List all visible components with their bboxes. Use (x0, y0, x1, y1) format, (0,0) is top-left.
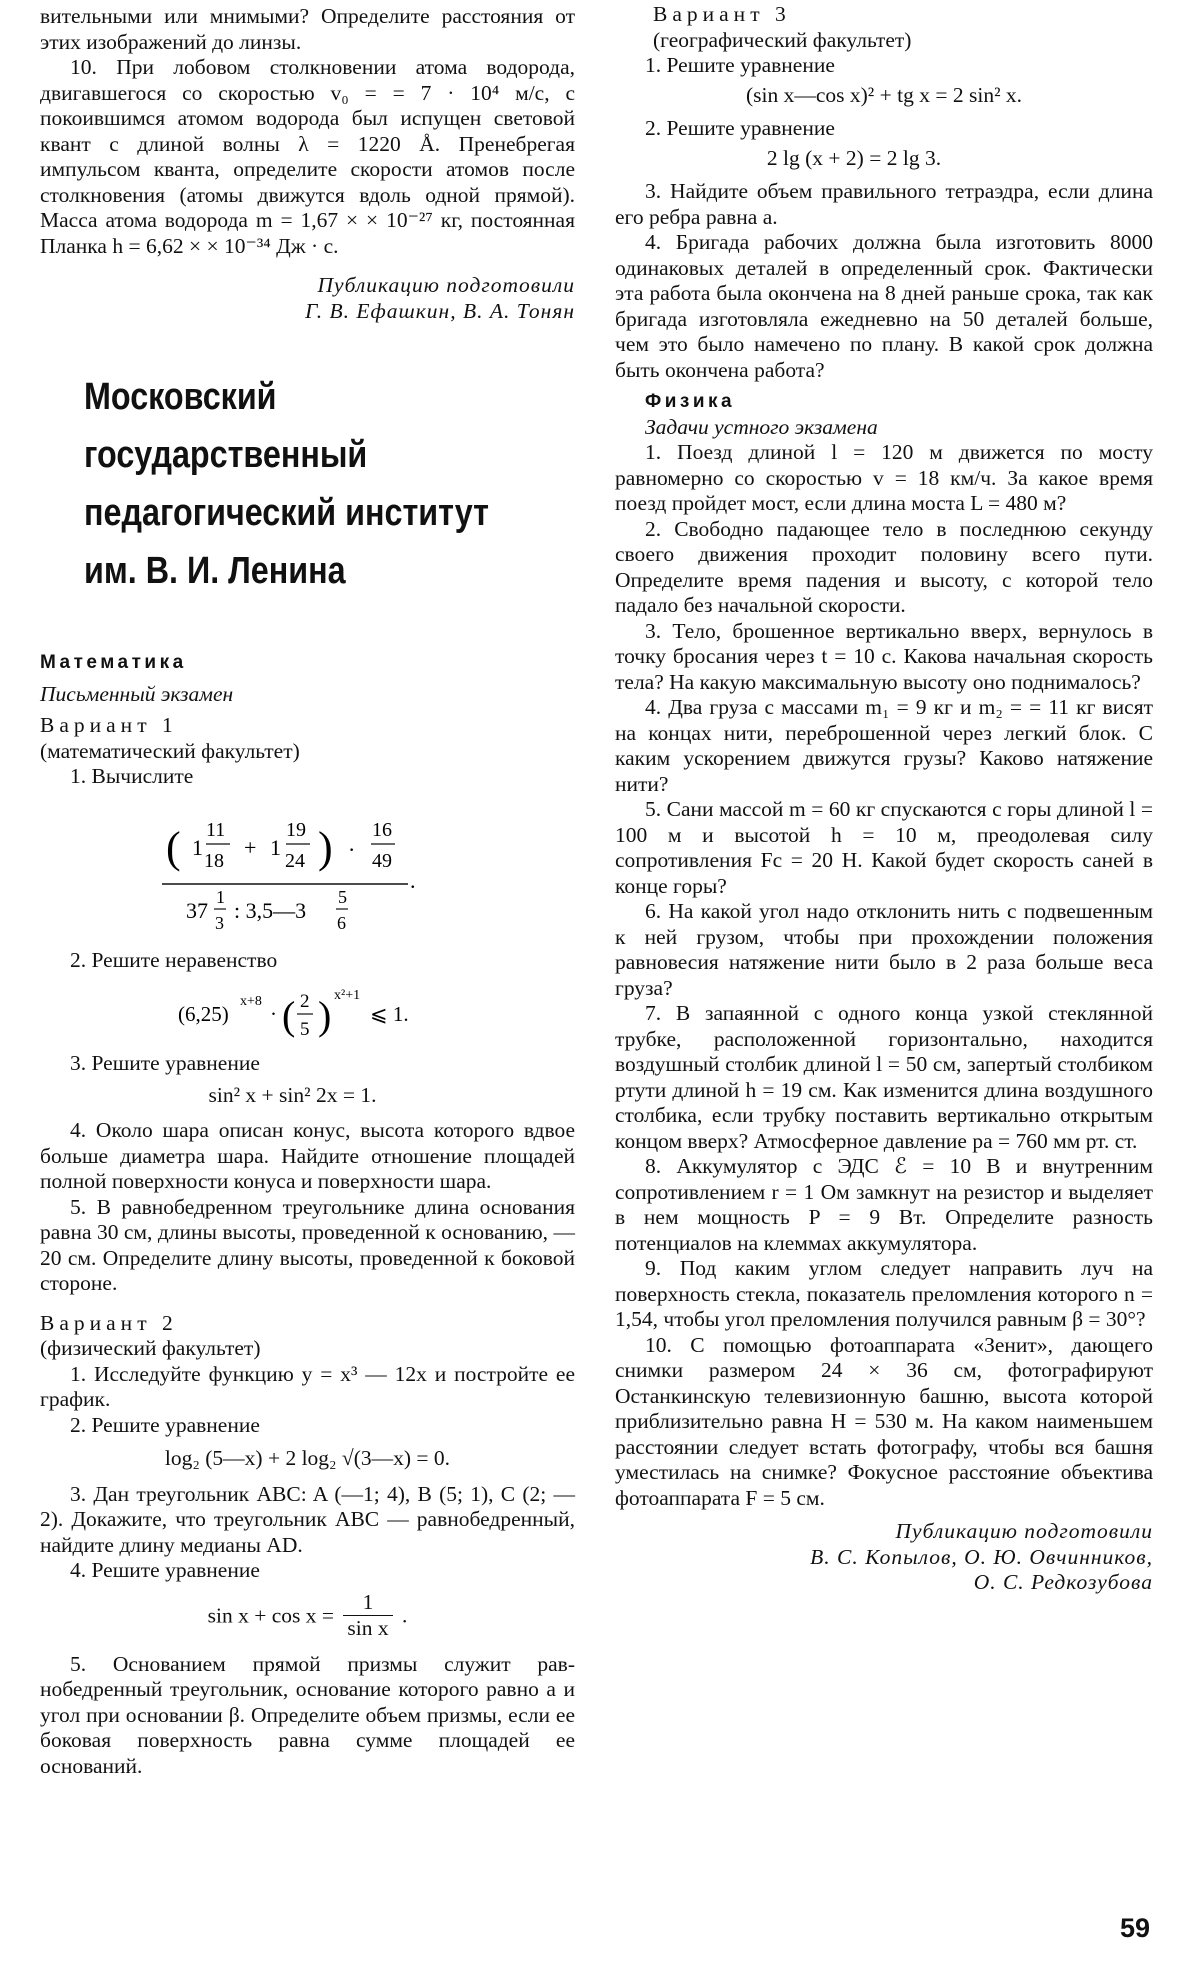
formula-rhs: ⩽ 1. (369, 1002, 409, 1026)
written-exam-heading: Письменный экзамен (40, 681, 234, 706)
physics-task-8: 8. Аккумулятор с ЭДС ℰ = 10 В и внутренним сопротивлением r = 1 Ом замкнут на резистор и выделяет в нем мощность P = 9 Вт. Определите разность потенциалов на клеммах аккумулятора. (615, 1154, 1153, 1255)
oral-exam-heading: Задачи устного экзамена (645, 414, 878, 439)
v1-task-4: 4. Около шара описан конус, высота которого вдвое больше диаметра шара. Найдите отношение площадей полной поверхности конуса и поверхности шара. (40, 1118, 575, 1193)
v2-task-3: 3. Дан треугольник ABC: A (—1; 4), B (5; 1), C (2; —2). Докажите, что треугольник ABC — равнобедренный, найдите длину медианы AD. (40, 1481, 575, 1557)
v1-task-3: 3. Решите уравнение (70, 1051, 260, 1075)
formula-num: 5 (337, 886, 347, 907)
page-number: 59 (1119, 1913, 1150, 1943)
v2-task-2: 2. Решите уравнение (70, 1412, 260, 1437)
formula-paren: ( (281, 993, 295, 1038)
formula-op: · (269, 1002, 277, 1026)
v1-task-3-formula: sin² x + sin² 2x = 1. (208, 1082, 377, 1107)
formula-den: sin x (347, 1616, 389, 1640)
variant-3-heading: Вариант 3 (653, 2, 791, 26)
physics-task-1: 1. Поезд длиной l = 120 м движется по мосту равномерно со скоростью v = 18 км/ч. За какое время поезд пройдет мост, если длина моста L = 480 м? (615, 440, 1153, 515)
v3-task-4: 4. Бригада рабочих должна была изготовить 8000 одинаковых деталей в определенный срок. Фактически эта работа была окончена на 8 дней раньше срока, так как бригада изготовляла ежедневно на 50 деталей больше, чем это было намечено по плану. В какой срок должна быть окончена работа? (615, 230, 1153, 382)
formula-den: 5 (299, 1019, 309, 1040)
v1-task-1: 1. Вычислите (70, 764, 194, 788)
v1-task-5: 5. В равнобедренном треугольнике длина основания равна 30 см, длины высоты, проведенной к основанию, — 20 см. Определите длину высоты, проведенной к боковой стороне. (40, 1194, 575, 1295)
title-line: им. В. И. Ленина (84, 550, 346, 592)
v3-task-2: 2. Решите уравнение (645, 116, 835, 140)
prepared-by-names-2a: В. С. Копылов, О. Ю. Овчинников, (810, 1544, 1153, 1569)
formula-den: 6 (336, 912, 346, 933)
physics-task-7: 7. В запаянной с одного конца узкой стеклянной трубке, расположенной горизонтально, находится воздушный столбик длиной l = 50 см, запертый столбиком ртути длиной h = 19 см. Как изменится длина воздушного столбика, если трубку поставить вертикально открытым концом вверх? Атмосферное давление pа = 760 мм рт. ст. (615, 1001, 1153, 1153)
formula-op: · (347, 836, 355, 862)
formula-den: 49 (371, 849, 392, 872)
v3-task-1-formula: (sin x—cos x)² + tg x = 2 sin² x. (745, 82, 1023, 107)
physics-task-3: 3. Тело, брошенное вертикально вверх, вернулось в точку бросания через t = 10 с. Какова начальная скорость тела? На какую максимальную высоту оно поднималось? (615, 618, 1153, 694)
physics-task-5: 5. Сани массой m = 60 кг спускаются с горы длиной l = 100 м и высотой h = 10 м, преодолевая силу сопротивления Fс = 20 Н. Какой будет скорость саней в конце горы? (615, 797, 1153, 898)
variant-1-heading: Вариант 1 (40, 713, 178, 737)
formula-dot: . (409, 867, 415, 893)
section-math: Математика (40, 652, 187, 673)
v2-task-2-formula: log₂ (5—x) + 2 log₂ √(3—x) = 0. (164, 1446, 451, 1470)
formula-exp: x+8 (239, 994, 262, 1009)
prepared-by-label-2: Публикацию подготовили (895, 1519, 1153, 1543)
left-column (40, 0, 575, 1779)
continued-text: вительными или мнимыми? Определите расстояния от этих изображений до линзы. (40, 4, 575, 54)
formula-num: 11 (205, 818, 225, 841)
formula-num: 1 (343, 1590, 392, 1617)
formula-num: 16 (371, 818, 392, 841)
formula-int: 1 (269, 834, 281, 860)
physics-task-9: 9. Под каким углом следует направить луч на поверхность стекла, показатель преломления которого n = 1,54, чтобы угол преломления получился равным β = 30°? (615, 1256, 1153, 1331)
physics-task-10: 10. С помощью фотоаппарата «Зенит», дающего снимки размером 24 × 36 см, фотографируют Останкинскую телевизионную башню, высота которой приблизительно равна H = 530 м. На каком наименьшем расстоянии следует встать фотографу, чтобы вся башня уместилась на снимке? Фокусное расстояние объектива фотоаппарата F = 5 см. (615, 1332, 1153, 1510)
physics-task-2: 2. Свободно падающее тело в последнюю секунду своего движения проходит половину всего пути. Определите время падения и высоту, с которой тело падало без начальной скорости. (615, 516, 1153, 617)
formula-lhs: sin x + cos x = (207, 1602, 335, 1627)
formula-den: 18 (203, 849, 224, 872)
formula-paren-close: ) (317, 822, 333, 872)
formula-base: (6,25) (177, 1002, 229, 1026)
title-line: Московский (84, 376, 277, 418)
v3-task-2-formula: 2 lg (x + 2) = 2 lg 3. (766, 145, 942, 170)
formula-paren: ) (317, 993, 331, 1038)
formula-op: + (243, 834, 256, 860)
formula-op: : 3,5—3 (233, 897, 306, 923)
v1-task-1-formula (158, 800, 458, 940)
prepared-by-label: Публикацию подготовили (317, 273, 575, 297)
variant-2-faculty: (физический факультет) (40, 1336, 261, 1360)
prepared-by-names-2b: О. С. Редкозубова (973, 1570, 1153, 1594)
formula-paren-open: ( (165, 822, 181, 872)
title-line: государственный (84, 434, 368, 476)
formula-exp: x²+1 (333, 988, 360, 1003)
formula-int: 37 (185, 897, 208, 923)
v3-task-1: 1. Решите уравнение (645, 53, 835, 77)
formula-fraction (343, 1590, 392, 1642)
formula-int: 1 (191, 834, 203, 860)
formula-num: 19 (285, 818, 306, 841)
v2-task-4-formula (40, 1590, 575, 1642)
formula-den: 24 (284, 849, 305, 872)
variant-1-faculty: (математический факультет) (40, 738, 300, 763)
section-physics: Физика (645, 391, 736, 412)
v2-task-5: 5. Основанием прямой призмы служит равнобедренный треугольник, основание которого равно a и угол при основании β. Определите объем призмы, если ее боковая поверхность равна сумме площадей ее оснований. (40, 1651, 575, 1778)
variant-2-heading: Вариант 2 (40, 1310, 178, 1335)
v1-task-2-formula (158, 983, 458, 1043)
v1-task-2: 2. Решите неравенство (70, 947, 278, 972)
title-line: педагогический институт (84, 492, 489, 534)
institute-title (84, 368, 501, 600)
v2-task-4: 4. Решите уравнение (70, 1558, 260, 1582)
formula-den: 3 (214, 912, 224, 933)
prepared-by-names: Г. В. Ефашкин, В. А. Тонян (305, 298, 575, 323)
problem-10: 10. При лобовом столкновении атома водорода, двигавшегося со скоростью v₀ = = 7 · 10⁴ м/с, с покоившимся атомом водорода был испущен световой квант с длиной волны λ = 1220 Å. Пренебрегая импульсом кванта, определите скорости атомов после столкновения (атомы движутся вдоль одной прямой). Масса атома водорода m = 1,67 × × 10⁻²⁷ кг, постоянная Планка h = 6,62 × × 10⁻³⁴ Дж · с. (40, 55, 575, 258)
v3-task-3: 3. Найдите объем правильного тетраэдра, если длина его ребра равна a. (615, 179, 1153, 229)
formula-num: 1 (215, 886, 225, 907)
variant-3-faculty: (географический факультет) (653, 27, 912, 52)
right-column (615, 0, 1153, 1596)
v2-task-1: 1. Исследуйте функцию y = x³ — 12x и постройте ее график. (40, 1361, 575, 1411)
physics-task-6: 6. На какой угол надо отклонить нить с подвешенным к ней грузом, чтобы при прохождении положения равновесия натяжение нити было в 2 раза больше веса груза? (615, 899, 1153, 1000)
formula-end: . (401, 1602, 408, 1627)
physics-task-4: 4. Два груза с массами m₁ = 9 кг и m₂ = = 11 кг висят на концах нити, переброшенной через легкий блок. С каким ускорением движутся грузы? Каково натяжение нити? (615, 695, 1153, 796)
formula-num: 2 (299, 991, 309, 1012)
